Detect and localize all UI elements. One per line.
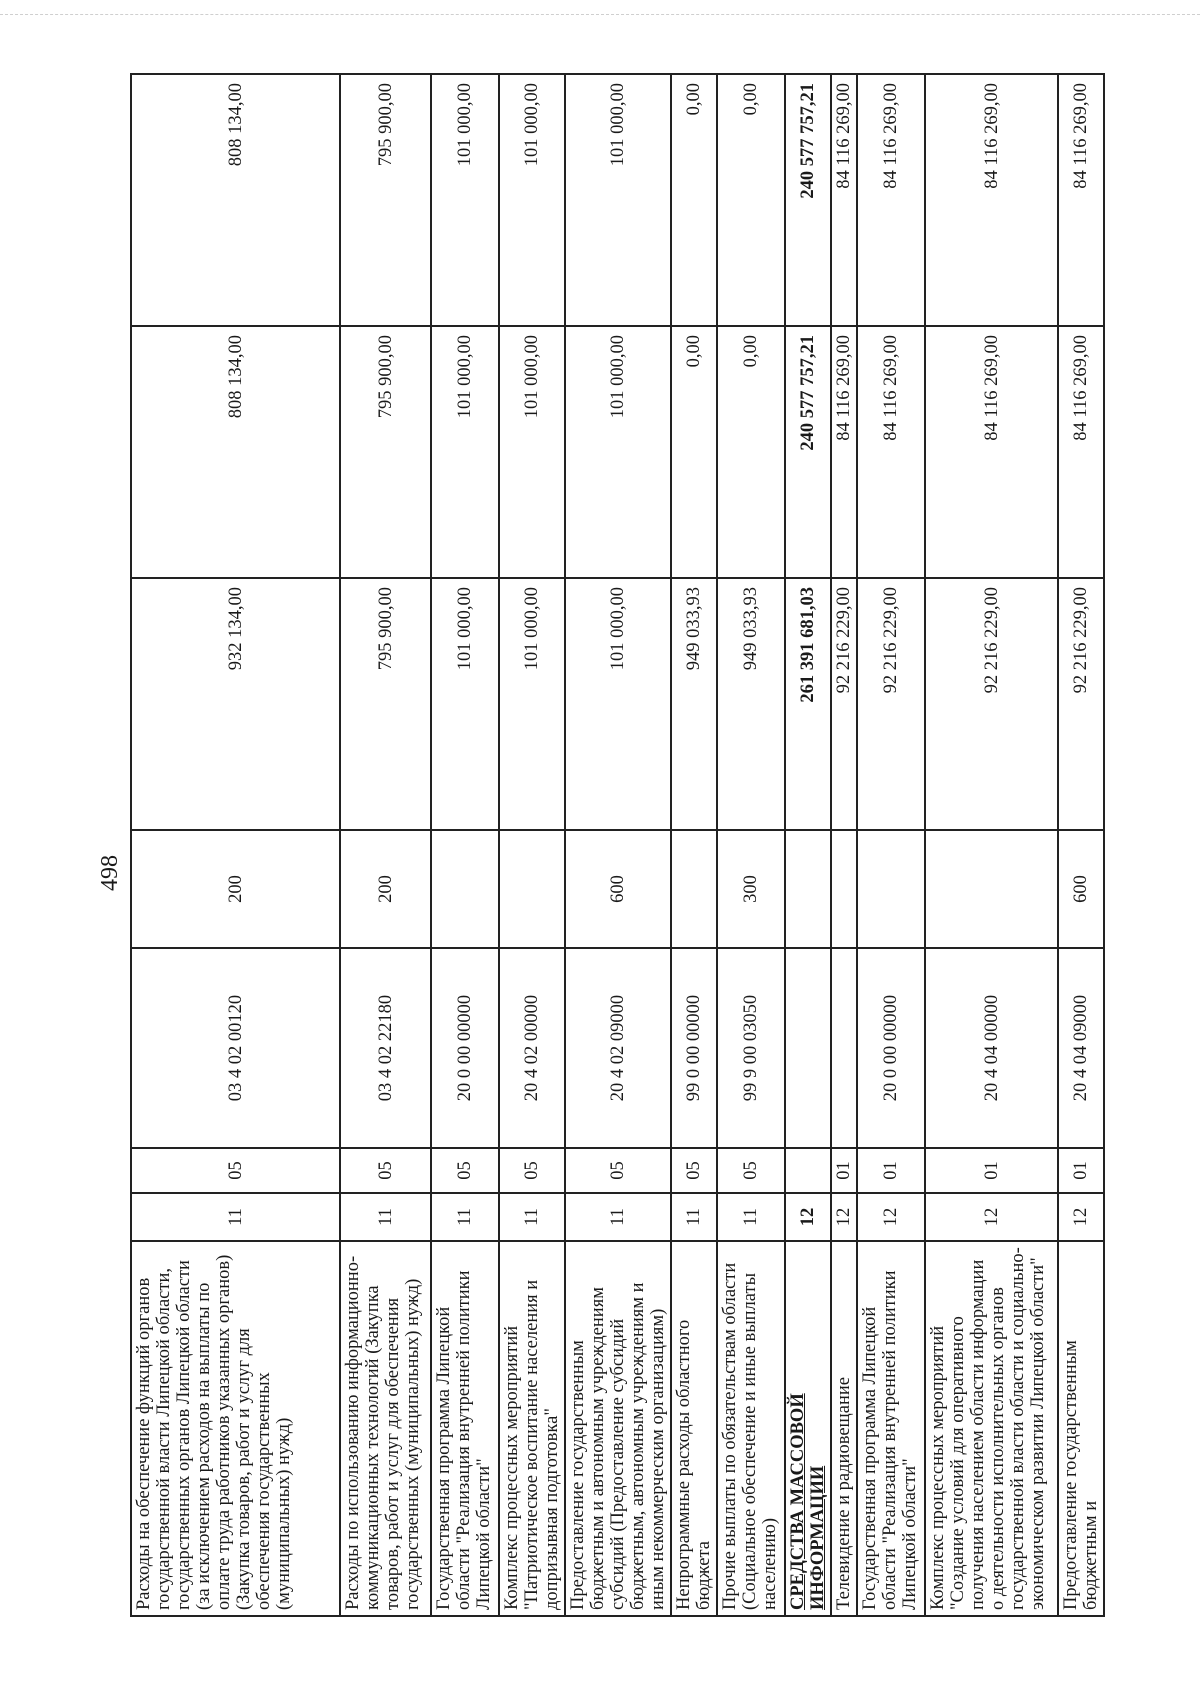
table-row <box>831 74 857 1616</box>
amount-year-3: 0,00 <box>671 74 717 326</box>
subsection-code: 05 <box>671 1148 717 1193</box>
expense-type-code: 200 <box>340 830 431 948</box>
amount-year-3: 101 000,00 <box>499 74 565 326</box>
amount-year-1: 261 391 681,03 <box>785 578 831 830</box>
expense-type-code: 600 <box>565 830 671 948</box>
table-row <box>340 74 431 1616</box>
amount-year-1: 932 134,00 <box>131 578 340 830</box>
expense-type-code <box>671 830 717 948</box>
table-row <box>431 74 499 1616</box>
table-row <box>499 74 565 1616</box>
amount-year-2: 101 000,00 <box>565 326 671 578</box>
subsection-code: 01 <box>857 1148 925 1193</box>
amount-year-1: 92 216 229,00 <box>1058 578 1104 830</box>
amount-year-2: 795 900,00 <box>340 326 431 578</box>
section-code: 11 <box>431 1193 499 1241</box>
row-name: Комплекс процессных мероприятий "Патриотическое воспитание населения и допризывная подготовка" <box>499 1241 565 1616</box>
row-name: Непрограммные расходы областного бюджета <box>671 1241 717 1616</box>
amount-year-1: 101 000,00 <box>499 578 565 830</box>
amount-year-1: 795 900,00 <box>340 578 431 830</box>
row-name: Предоставление государственным бюджетным и <box>1058 1241 1104 1616</box>
amount-year-3: 101 000,00 <box>565 74 671 326</box>
section-code: 12 <box>925 1193 1058 1241</box>
expense-type-code: 600 <box>1058 830 1104 948</box>
subsection-code: 01 <box>831 1148 857 1193</box>
target-article-code: 20 4 02 09000 <box>565 948 671 1148</box>
expense-type-code <box>499 830 565 948</box>
page-top-border <box>0 14 1200 15</box>
table-row <box>717 74 785 1616</box>
amount-year-3: 101 000,00 <box>431 74 499 326</box>
budget-table <box>130 73 1105 1617</box>
subsection-code: 05 <box>431 1148 499 1193</box>
subsection-code: 05 <box>499 1148 565 1193</box>
amount-year-1: 92 216 229,00 <box>925 578 1058 830</box>
row-name: Комплекс процессных мероприятий "Создание условий для оперативного получения населением области информации о деятельности исполнительных органов государственной власти области и социально-экономическом развитии Липецкой области" <box>925 1241 1058 1616</box>
expense-type-code <box>857 830 925 948</box>
target-article-code: 20 4 04 00000 <box>925 948 1058 1148</box>
amount-year-2: 84 116 269,00 <box>1058 326 1104 578</box>
page-number: 498 <box>97 855 123 891</box>
amount-year-3: 84 116 269,00 <box>925 74 1058 326</box>
expense-type-code: 200 <box>131 830 340 948</box>
row-name: Телевидение и радиовещание <box>831 1241 857 1616</box>
budget-table-rotated <box>130 75 1101 1617</box>
target-article-code <box>785 948 831 1148</box>
row-name: СРЕДСТВА МАССОВОЙ ИНФОРМАЦИИ <box>785 1241 831 1616</box>
row-name: Предоставление государственным бюджетным и автономным учреждениям субсидий (Предоставление субсидий бюджетным, автономным учреждениям и иным некоммерческим организациям) <box>565 1241 671 1616</box>
section-code: 11 <box>131 1193 340 1241</box>
target-article-code: 99 9 00 03050 <box>717 948 785 1148</box>
subsection-code: 05 <box>717 1148 785 1193</box>
row-name: Расходы на обеспечение функций органов государственной власти Липецкой области, государственных органов Липецкой области (за исключением расходов на выплаты по оплате труда работников указанных органов) (Закупка товаров, работ и услуг для обеспечения государственных (муниципальных) нужд) <box>131 1241 340 1616</box>
row-name: Государственная программа Липецкой области "Реализация внутренней политики Липецкой области" <box>857 1241 925 1616</box>
row-name: Прочие выплаты по обязательствам области (Социальное обеспечение и иные выплаты населению) <box>717 1241 785 1616</box>
subsection-code <box>785 1148 831 1193</box>
expense-type-code <box>925 830 1058 948</box>
budget-table-body <box>131 74 1104 1616</box>
row-name: Государственная программа Липецкой области "Реализация внутренней политики Липецкой области" <box>431 1241 499 1616</box>
section-code: 11 <box>565 1193 671 1241</box>
expense-type-code <box>431 830 499 948</box>
section-code: 11 <box>499 1193 565 1241</box>
section-code: 12 <box>831 1193 857 1241</box>
amount-year-2: 808 134,00 <box>131 326 340 578</box>
expense-type-code: 300 <box>717 830 785 948</box>
section-code: 12 <box>857 1193 925 1241</box>
amount-year-2: 0,00 <box>717 326 785 578</box>
section-code: 12 <box>785 1193 831 1241</box>
amount-year-1: 101 000,00 <box>565 578 671 830</box>
target-article-code: 20 4 04 09000 <box>1058 948 1104 1148</box>
subsection-code: 01 <box>925 1148 1058 1193</box>
amount-year-3: 84 116 269,00 <box>1058 74 1104 326</box>
amount-year-1: 92 216 229,00 <box>857 578 925 830</box>
section-code: 11 <box>340 1193 431 1241</box>
amount-year-2: 101 000,00 <box>431 326 499 578</box>
amount-year-3: 84 116 269,00 <box>831 74 857 326</box>
table-row <box>857 74 925 1616</box>
table-row <box>671 74 717 1616</box>
amount-year-3: 808 134,00 <box>131 74 340 326</box>
target-article-code: 20 0 00 00000 <box>857 948 925 1148</box>
table-row <box>565 74 671 1616</box>
target-article-code <box>831 948 857 1148</box>
expense-type-code <box>831 830 857 948</box>
row-name: Расходы по использованию информационно-коммуникационных технологий (Закупка товаров, работ и услуг для обеспечения государственных (муниципальных) нужд) <box>340 1241 431 1616</box>
target-article-code: 03 4 02 00120 <box>131 948 340 1148</box>
subsection-code: 05 <box>565 1148 671 1193</box>
amount-year-1: 92 216 229,00 <box>831 578 857 830</box>
amount-year-2: 84 116 269,00 <box>857 326 925 578</box>
subsection-code: 01 <box>1058 1148 1104 1193</box>
amount-year-1: 949 033,93 <box>717 578 785 830</box>
amount-year-2: 84 116 269,00 <box>831 326 857 578</box>
amount-year-2: 240 577 757,21 <box>785 326 831 578</box>
amount-year-2: 84 116 269,00 <box>925 326 1058 578</box>
amount-year-3: 0,00 <box>717 74 785 326</box>
section-code: 11 <box>671 1193 717 1241</box>
target-article-code: 99 0 00 00000 <box>671 948 717 1148</box>
section-code: 11 <box>717 1193 785 1241</box>
section-code: 12 <box>1058 1193 1104 1241</box>
table-row <box>925 74 1058 1616</box>
amount-year-1: 101 000,00 <box>431 578 499 830</box>
amount-year-2: 0,00 <box>671 326 717 578</box>
target-article-code: 03 4 02 22180 <box>340 948 431 1148</box>
subsection-code: 05 <box>340 1148 431 1193</box>
amount-year-1: 949 033,93 <box>671 578 717 830</box>
expense-type-code <box>785 830 831 948</box>
table-row <box>131 74 340 1616</box>
subsection-code: 05 <box>131 1148 340 1193</box>
target-article-code: 20 0 00 00000 <box>431 948 499 1148</box>
amount-year-3: 84 116 269,00 <box>857 74 925 326</box>
target-article-code: 20 4 02 00000 <box>499 948 565 1148</box>
amount-year-3: 795 900,00 <box>340 74 431 326</box>
table-row <box>785 74 831 1616</box>
amount-year-2: 101 000,00 <box>499 326 565 578</box>
amount-year-3: 240 577 757,21 <box>785 74 831 326</box>
table-row <box>1058 74 1104 1616</box>
